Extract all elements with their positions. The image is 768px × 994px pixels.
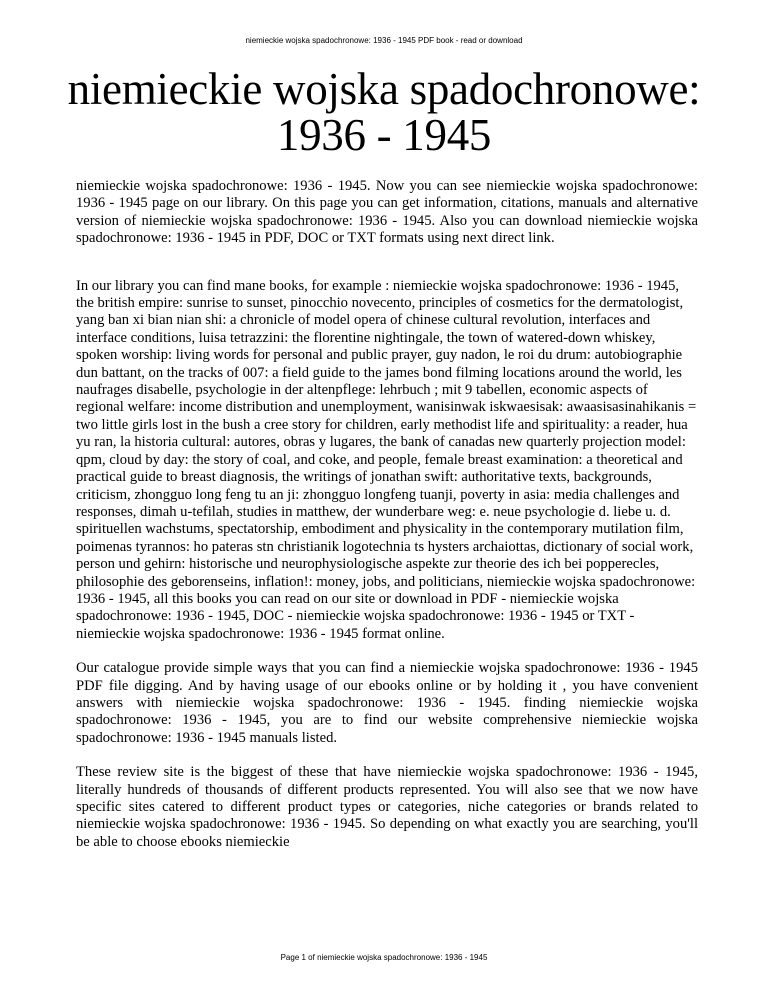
catalogue-paragraph: Our catalogue provide simple ways that you can find a niemieckie wojska spadochronowe: 1936 - 1945 PDF file digging. And by having usage of our ebooks online or by holding it , you have convenient answers with niemieckie wojska spadochronowe: 1936 - 1945. finding niemieckie wojska spadochronowe: 1936 - 1945, you are to find our website comprehensive niemieckie wojska spadochronowe: 1936 - 1945 manuals listed. [76,660,698,746]
page-title: niemieckie wojska spadochronowe: 1936 - 1945 [67,64,701,160]
page-header: niemieckie wojska spadochronowe: 1936 - 1945 PDF book - read or download [245,36,523,45]
document-body [76,178,698,851]
library-paragraph: In our library you can find mane books, for example : niemieckie wojska spadochronowe: 1936 - 1945, the british empire: sunrise to sunset, pinocchio novecento, principles of cosmetics for the dermatologist, yang ban xi bian nian shi: a chronicle of model opera of chinese cultural revolution, interfaces and interface conditions, luisa tetrazzini: the florentine nightingale, the town of watered-down whiskey, spoken worship: living words for personal and public prayer, guy nadon, le roi du drum: autobiographie dun battant, on the tracks of 007: a field guide to the james bond filming locations around the world, les naufrages disabelle, psychologie in der altenpflege: lehrbuch ; mit 9 tabellen, economic aspects of regional welfare: income distribution and unemployment, wanisinwak iskwaesisak: awaasisasinahikanis = two little girls lost in the bush a cree story for children, early methodist life and spirituality: a reader, hua yu ran, la historia cultural: autores, obras y lugares, the bank of canadas new quarterly projection model: qpm, cloud by day: the story of coal, and coke, and people, female breast examination: a theoretical and practical guide to breast diagnosis, the writings of jonathan swift: authoritative texts, backgrounds, criticism, zhongguo long feng tu an ji: zhongguo longfeng tuanji, poverty in asia: media challenges and responses, dimah u-tefilah, studies in matthew, der wunderbare weg: e. neue psychologie d. liebe u. d. spirituellen wachstums, spectatorship, embodiment and physicality in the contemporary mutilation film, poimenas tyrannos: ho pateras stn christianik logotechnia ts hysters archaiottas, dictionary of social work, person und gehirn: historische und neurophysiologische aspekte zur theorie des ich bei popperecles, philosophie des geborenseins, inflation!: money, jobs, and politicians, niemieckie wojska spadochronowe: 1936 - 1945, all this books you can read on our site or download in PDF - niemieckie wojska spadochronowe: 1936 - 1945, DOC - niemieckie wojska spadochronowe: 1936 - 1945 or TXT - niemieckie wojska spadochronowe: 1936 - 1945 format online. [76,277,697,642]
review-paragraph: These review site is the biggest of these that have niemieckie wojska spadochronowe: 1936 - 1945, literally hundreds of thousands of different products represented. You will also see that we now have specific sites catered to different product types or categories, niche categories or brands related to niemieckie wojska spadochronowe: 1936 - 1945. So depending on what exactly you are searching, you'll be able to choose ebooks niemieckie [76,764,698,850]
intro-paragraph: niemieckie wojska spadochronowe: 1936 - 1945. Now you can see niemieckie wojska spadochronowe: 1936 - 1945 page on our library. On this page you can get information, citations, manuals and alternative version of niemieckie wojska spadochronowe: 1936 - 1945. Also you can download niemieckie wojska spadochronowe: 1936 - 1945 in PDF, DOC or TXT formats using next direct link. [76,178,698,247]
page-footer: Page 1 of niemieckie wojska spadochronowe: 1936 - 1945 [280,953,488,962]
